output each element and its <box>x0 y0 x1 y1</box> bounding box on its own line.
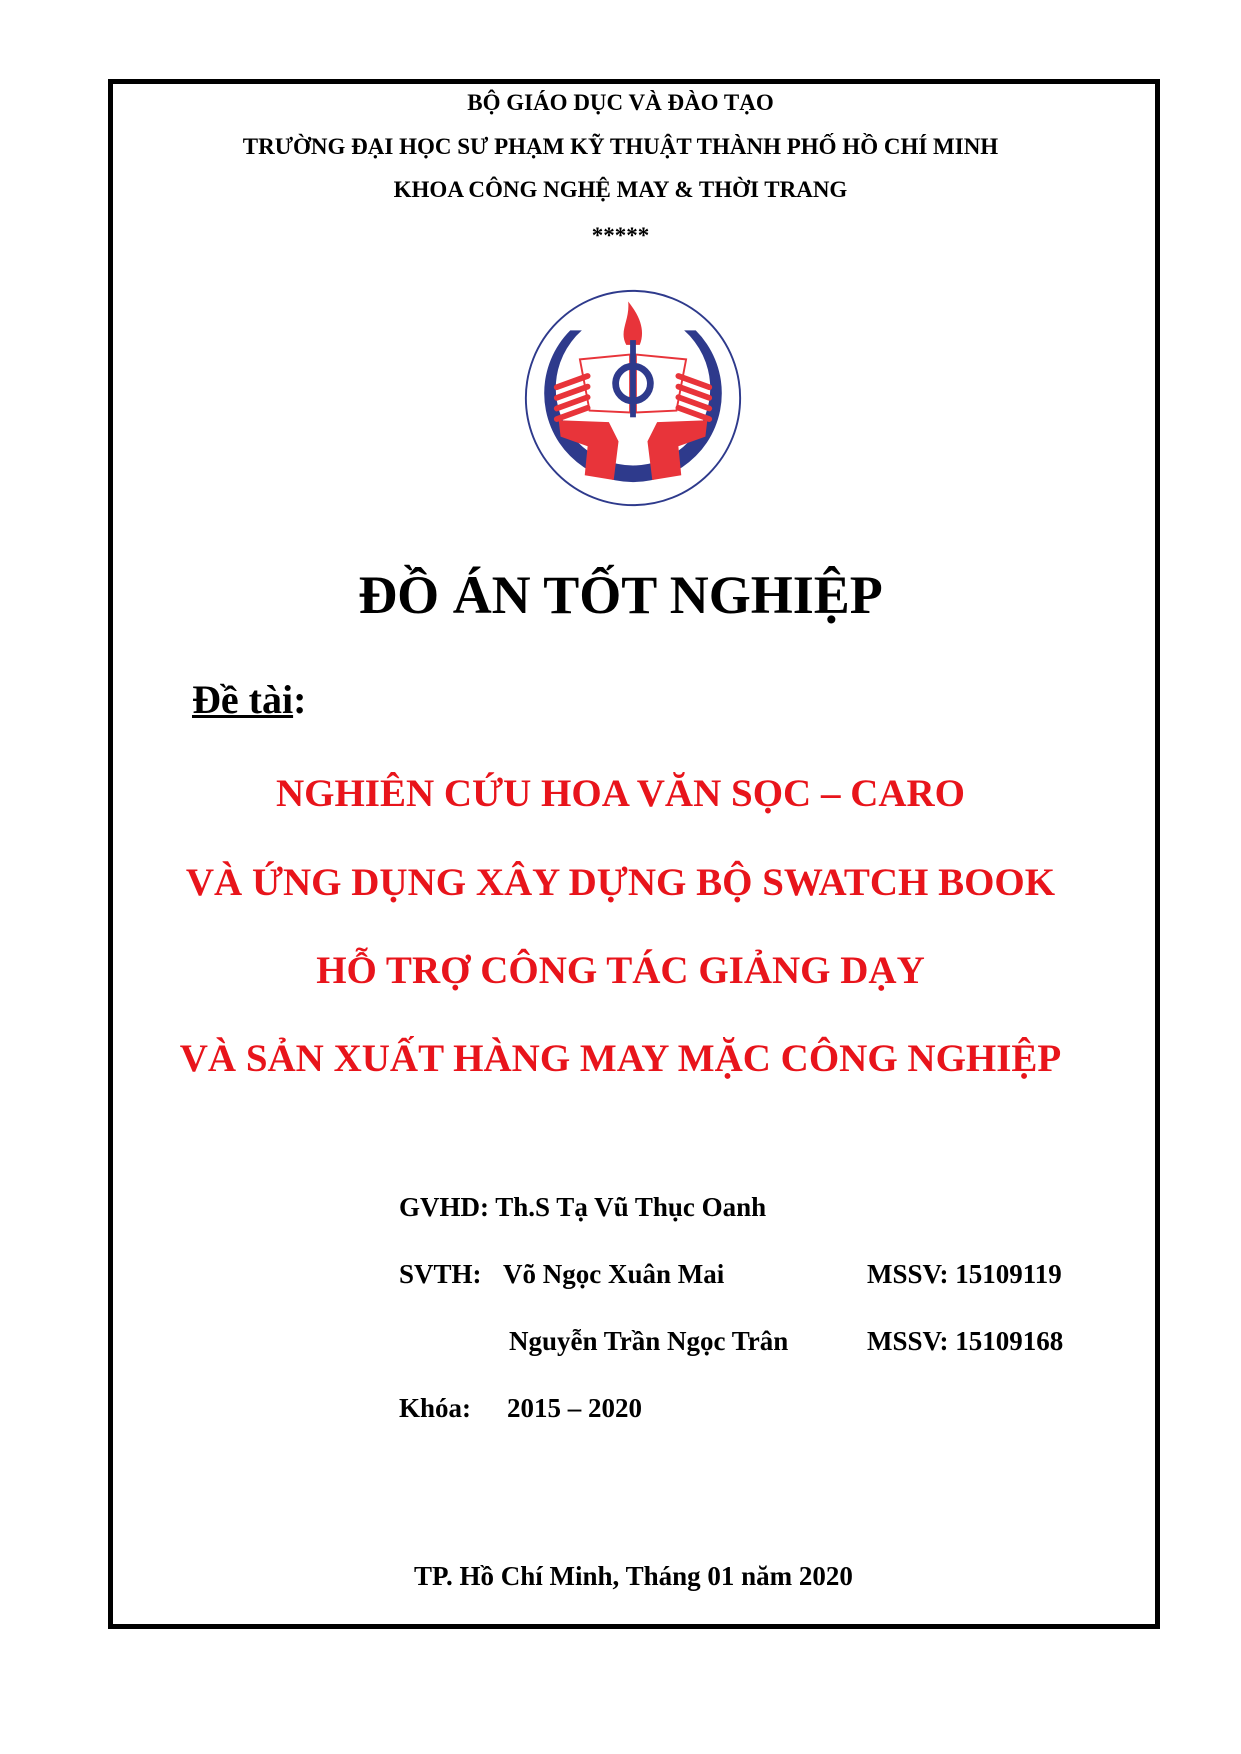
stars-separator: ***** <box>591 223 650 248</box>
course-label: Khóa: <box>399 1393 472 1423</box>
subject-heading <box>192 676 306 724</box>
subject-label: Đề tài <box>192 677 294 722</box>
student-2-name: Nguyễn Trần Ngọc Trân <box>509 1326 789 1356</box>
university-name: TRƯỜNG ĐẠI HỌC SƯ PHẠM KỸ THUẬT THÀNH PHỐ HỒ CHÍ MINH <box>242 134 999 159</box>
document-title: ĐỒ ÁN TỐT NGHIỆP <box>358 565 883 625</box>
faculty-name: KHOA CÔNG NGHỆ MAY & THỜI TRANG <box>393 177 848 202</box>
student-1-id: MSSV: 15109119 <box>867 1259 1062 1289</box>
student-1-name: Võ Ngọc Xuân Mai <box>503 1259 725 1289</box>
students-label: SVTH: <box>399 1259 482 1289</box>
subject-line-3: HỖ TRỢ CÔNG TÁC GIẢNG DẠY <box>316 949 925 992</box>
subject-line-4: VÀ SẢN XUẤT HÀNG MAY MẶC CÔNG NGHIỆP <box>179 1037 1062 1080</box>
subject-line-2: VÀ ỨNG DỤNG XÂY DỰNG BỘ SWATCH BOOK <box>185 861 1056 904</box>
place-date: TP. Hồ Chí Minh, Tháng 01 năm 2020 <box>414 1561 853 1591</box>
student-2-id: MSSV: 15109168 <box>867 1326 1064 1356</box>
course-years: 2015 – 2020 <box>507 1393 642 1423</box>
ministry-name: BỘ GIÁO DỤC VÀ ĐÀO TẠO <box>467 90 774 115</box>
subject-line-1: NGHIÊN CỨU HOA VĂN SỌC – CARO <box>275 772 966 815</box>
advisor: GVHD: Th.S Tạ Vũ Thục Oanh <box>399 1192 767 1222</box>
subject-colon: : <box>293 677 307 722</box>
university-logo-icon <box>522 287 744 509</box>
